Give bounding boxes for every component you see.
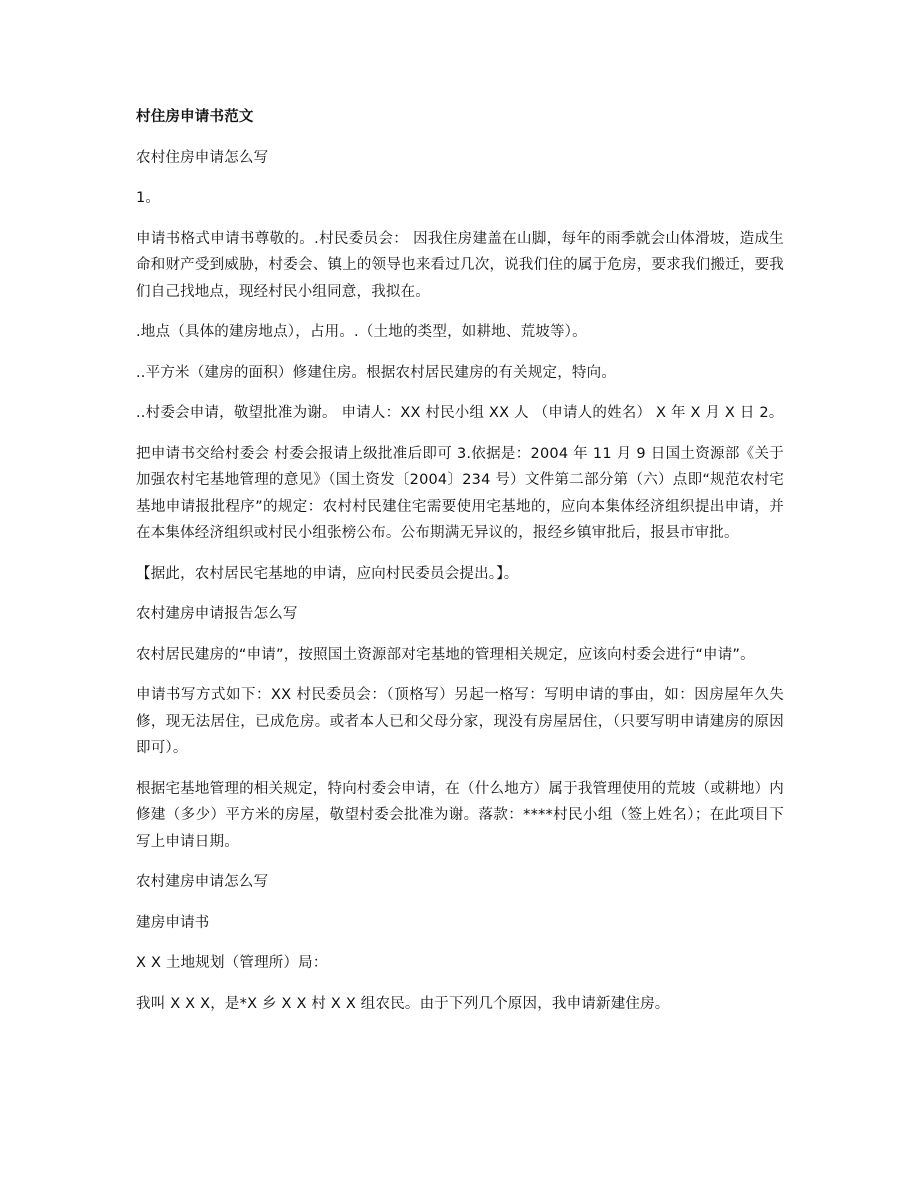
body-paragraph: 申请书格式申请书尊敬的。.村民委员会： 因我住房建盖在山脚，每年的雨季就会山体滑坡，造成生命和财产受到威胁，村委会、镇上的领导也来看过几次，说我们住的属于危房，要求我们搬迁，要我们自己找地点，现经村民小组同意，我拟在。 [136, 230, 784, 300]
body-paragraph: ..平方米（建房的面积）修建住房。根据农村居民建房的有关规定，特向。 [136, 364, 617, 381]
section-heading: 农村住房申请怎么写 [136, 149, 269, 166]
document-page [136, 104, 784, 1031]
list-number: 1。 [136, 190, 161, 206]
document-title: 村住房申请书范文 [136, 109, 254, 125]
body-paragraph: 我叫 X X X，是*X 乡 X X 村 X X 组农民。由于下列几个原因，我申请新建住房。 [136, 995, 670, 1012]
letter-salutation: X X 土地规划（管理所）局： [136, 955, 328, 971]
body-paragraph: 把申请书交给村委会 村委会报请上级批准后即可 3.依据是：2004 年 11 月 9 日国土资源部《关于加强农村宅基地管理的意见》（国土资发〔2004〕234 号）文件第二部分第（六）点即“规范农村宅基地申请报批程序”的规定：农村村民建住宅需要使用宅基地的，应向本集体经济组织提出申请，并在本集体经济组织或村民小组张榜公布。公布期满无异议的，报经乡镇审批后，报县市审批。 [136, 445, 784, 541]
section-heading: 农村建房申请怎么写 [136, 874, 269, 890]
body-paragraph: 农村居民建房的“申请”，按照国土资源部对宅基地的管理相关规定，应该向村委会进行“申请”。 [136, 646, 755, 663]
body-paragraph: .地点（具体的建房地点），占用。.（土地的类型，如耕地、荒坡等）。 [136, 324, 587, 340]
letter-title: 建房申请书 [136, 914, 210, 931]
section-heading: 农村建房申请报告怎么写 [136, 606, 298, 622]
body-paragraph: 【据此，农村居民宅基地的申请，应向村民委员会提出。】。 [136, 565, 519, 582]
body-paragraph: 根据宅基地管理的相关规定，特向村委会申请，在（什么地方）属于我管理使用的荒坡（或耕地）内修建（多少）平方米的房屋，敬望村委会批准为谢。落款：****村民小组（签上姓名）；在此项目下写上申请日期。 [136, 780, 784, 850]
body-paragraph: ..村委会申请，敬望批准为谢。 申请人：XX 村民小组 XX 人 （申请人的姓名） X 年 X 月 X 日 2。 [136, 405, 784, 421]
body-paragraph: 申请书写方式如下：XX 村民委员会：（顶格写）另起一格写：写明申请的事由，如：因房屋年久失修，现无法居住，已成危房。或者本人已和父母分家，现没有房屋居住，（只要写明申请建房的原因即可）。 [136, 687, 784, 756]
